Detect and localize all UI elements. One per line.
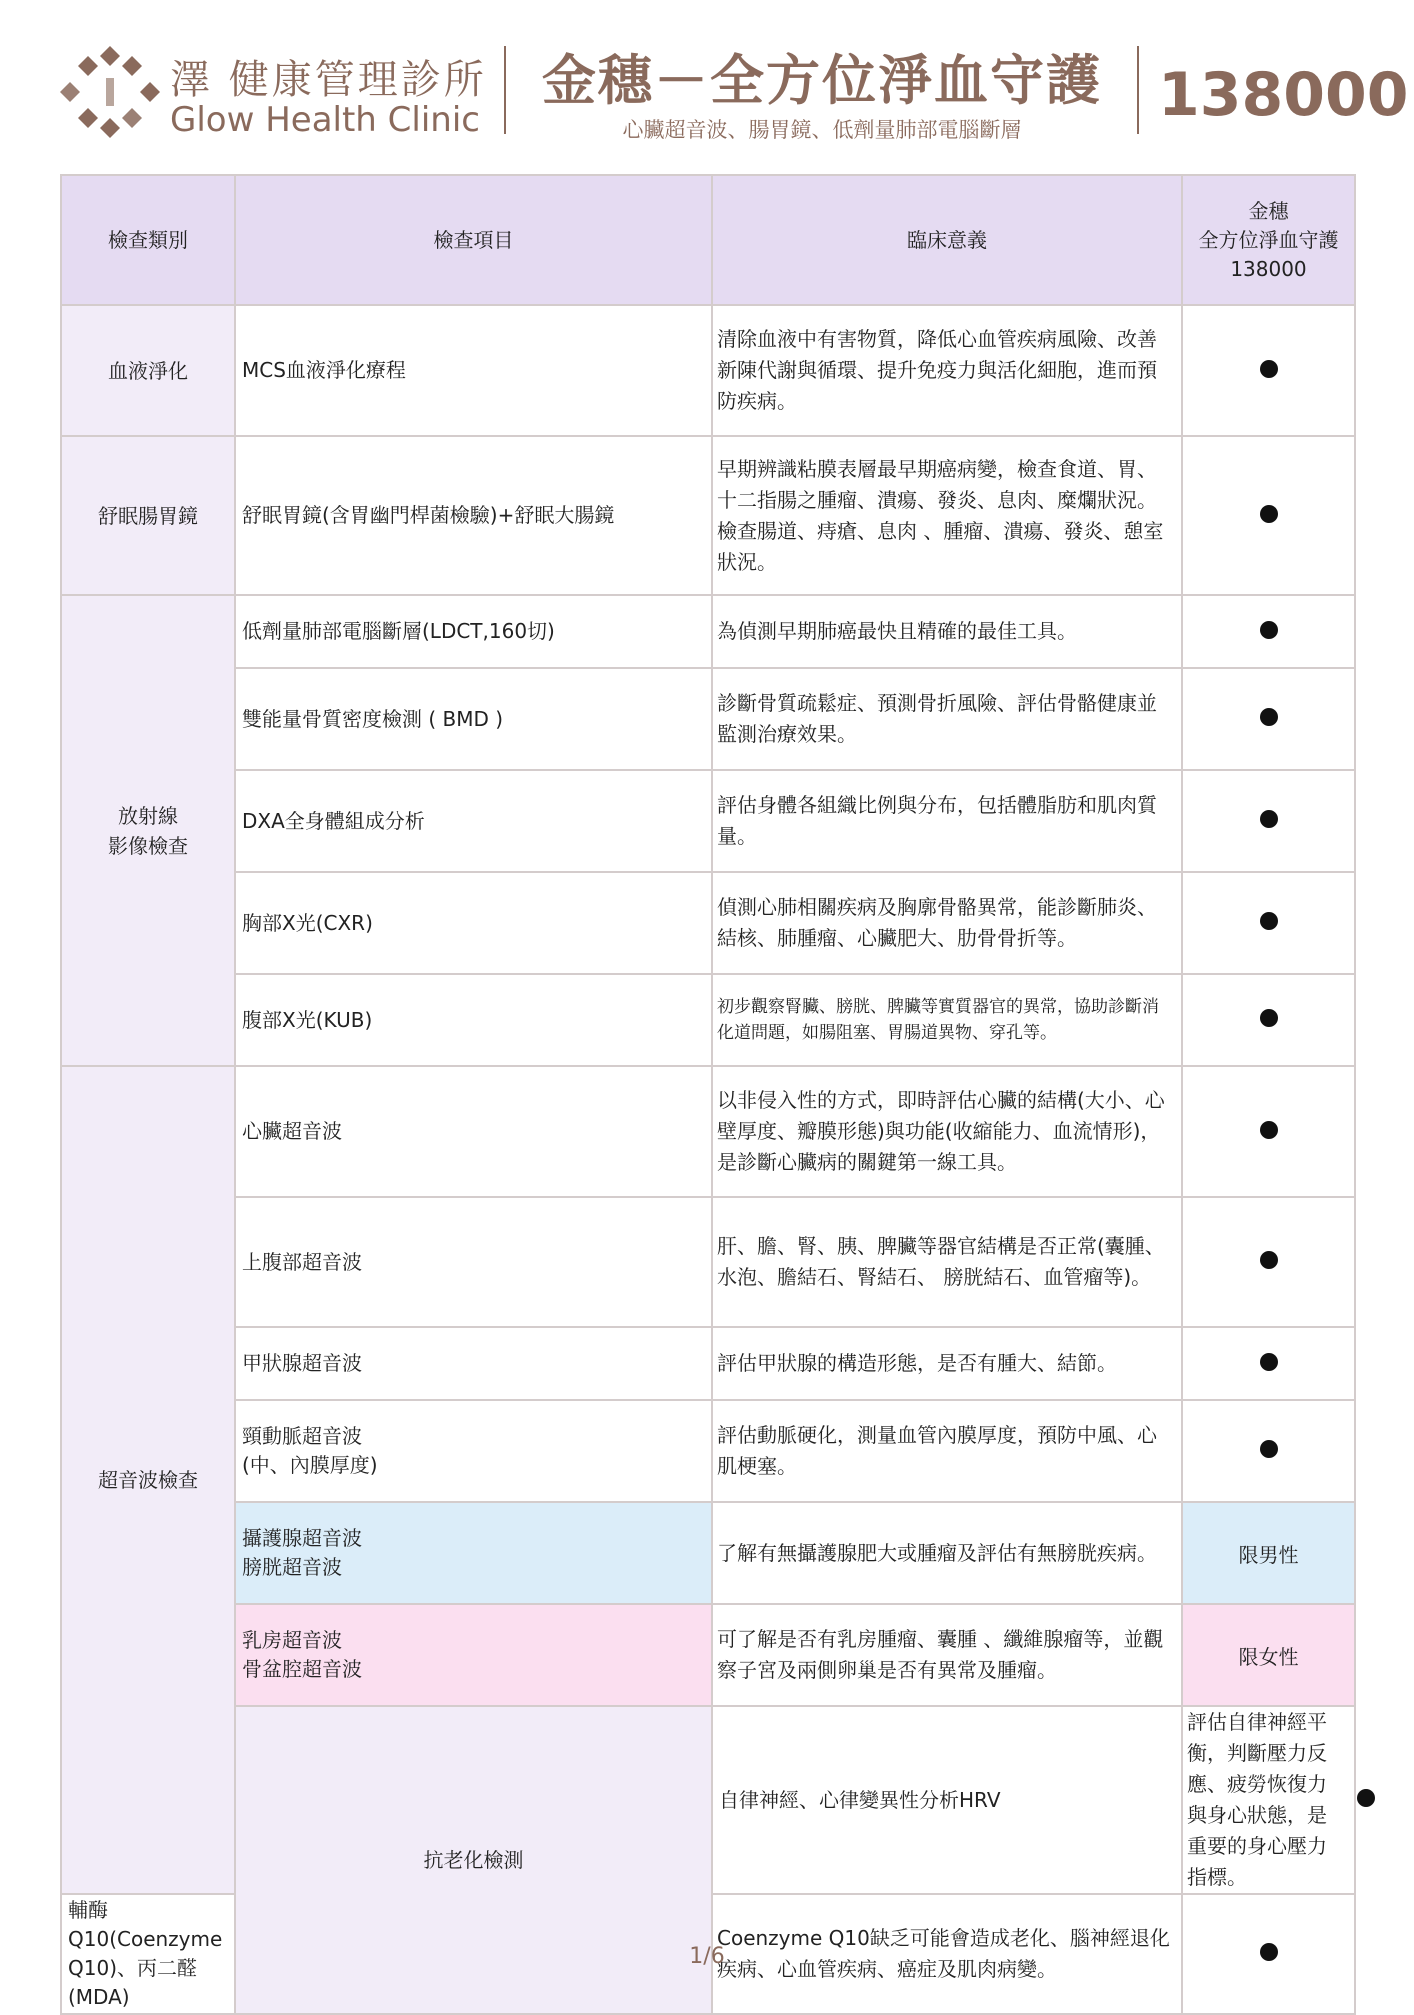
table-header-row — [61, 175, 1355, 305]
brand-name-zh: 澤 健康管理診所 — [170, 57, 487, 103]
included-mark — [1182, 872, 1355, 974]
table-row — [61, 1706, 1355, 1894]
brand-name-en: Glow Health Clinic — [170, 100, 480, 140]
included-dot-icon — [1260, 1121, 1278, 1139]
exam-meaning: 評估動脈硬化，測量血管內膜厚度，預防中風、心肌梗塞。 — [712, 1400, 1182, 1502]
exam-item: 上腹部超音波 — [235, 1197, 712, 1327]
exam-item: 攝護腺超音波 膀胱超音波 — [235, 1502, 712, 1604]
table-row — [61, 305, 1355, 436]
page-number: 1/6 — [689, 1944, 725, 1969]
exam-item: 甲狀腺超音波 — [235, 1327, 712, 1400]
exam-meaning: 了解有無攝護腺肥大或腫瘤及評估有無膀胱疾病。 — [712, 1502, 1182, 1604]
included-mark — [1182, 436, 1355, 595]
exam-meaning: 以非侵入性的方式，即時評估心臟的結構(大小、心壁厚度、瓣膜形態)與功能(收縮能力、血流情形)，是診斷心臟病的關鍵第一線工具。 — [712, 1066, 1182, 1197]
plan-title: 金穗－全方位淨血守護 — [542, 49, 1102, 112]
included-dot-icon — [1260, 912, 1278, 930]
included-dot-icon — [1260, 1440, 1278, 1458]
male-only-label: 限男性 — [1182, 1502, 1355, 1604]
included-mark — [1182, 1066, 1355, 1197]
included-mark — [1182, 668, 1355, 770]
included-mark — [1182, 595, 1355, 668]
exam-meaning: 偵測心肺相關疾病及胸廓骨骼異常，能診斷肺炎、結核、肺腫瘤、心臟肥大、肋骨骨折等。 — [712, 872, 1182, 974]
exam-meaning: 初步觀察腎臟、膀胱、脾臟等實質器官的異常，協助診斷消化道問題，如腸阻塞、胃腸道異物、穿孔等。 — [712, 974, 1182, 1066]
exam-item: 輔酶Q10(Coenzyme Q10)、丙二醛(MDA) — [61, 1894, 235, 2014]
exam-item: 腹部X光(KUB) — [235, 974, 712, 1066]
header-item: 檢查項目 — [235, 175, 712, 305]
included-dot-icon — [1260, 810, 1278, 828]
exam-meaning: 清除血液中有害物質，降低心血管疾病風險、改善新陳代謝與循環、提升免疫力與活化細胞，進而預防疾病。 — [712, 305, 1182, 436]
exam-item: 乳房超音波 骨盆腔超音波 — [235, 1604, 712, 1706]
included-mark — [1182, 1327, 1355, 1400]
table-row — [61, 1502, 1355, 1604]
exam-item: 心臟超音波 — [235, 1066, 712, 1197]
included-mark — [1182, 1197, 1355, 1327]
category-antiaging: 抗老化檢測 — [235, 1706, 712, 2014]
table-row — [61, 595, 1355, 668]
exam-item: 雙能量骨質密度檢測 ( BMD ) — [235, 668, 712, 770]
exam-meaning: Coenzyme Q10缺乏可能會造成老化、腦神經退化疾病、心血管疾病、癌症及肌肉病變。 — [712, 1894, 1182, 2014]
table-row — [61, 770, 1355, 872]
category-ultrasound: 超音波檢查 — [61, 1066, 235, 1894]
exam-item: 頸動脈超音波 (中、內膜厚度) — [235, 1400, 712, 1502]
included-mark — [1182, 770, 1355, 872]
included-dot-icon — [1260, 505, 1278, 523]
table-row — [61, 436, 1355, 595]
exam-item: MCS血液淨化療程 — [235, 305, 712, 436]
table-row — [61, 974, 1355, 1066]
included-dot-icon — [1260, 360, 1278, 378]
exam-meaning: 可了解是否有乳房腫瘤、囊腫 、纖維腺瘤等，並觀察子宮及兩側卵巢是否有異常及腫瘤。 — [712, 1604, 1182, 1706]
clinic-logo-icon — [60, 42, 160, 142]
exam-meaning: 評估身體各組織比例與分布，包括體脂肪和肌肉質量。 — [712, 770, 1182, 872]
exam-item: 胸部X光(CXR) — [235, 872, 712, 974]
header-divider — [504, 46, 506, 134]
table-row — [61, 668, 1355, 770]
table-row — [61, 1400, 1355, 1502]
exam-meaning: 早期辨識粘膜表層最早期癌病變，檢查食道、胃、十二指腸之腫瘤、潰瘍、發炎、息肉、糜爛狀況。檢查腸道、痔瘡、息肉 、腫瘤、潰瘍、發炎、憩室狀況。 — [712, 436, 1182, 595]
header-meaning: 臨床意義 — [712, 175, 1182, 305]
table-row — [61, 1197, 1355, 1327]
included-dot-icon — [1260, 708, 1278, 726]
table-row — [61, 1066, 1355, 1197]
exam-item: 低劑量肺部電腦斷層(LDCT,160切) — [235, 595, 712, 668]
category-gi: 舒眠腸胃鏡 — [61, 436, 235, 595]
included-dot-icon — [1260, 1353, 1278, 1371]
included-dot-icon — [1260, 1009, 1278, 1027]
table-row — [61, 1327, 1355, 1400]
plan-price: 138000 — [1158, 60, 1409, 130]
included-mark — [1182, 305, 1355, 436]
exam-item: DXA全身體組成分析 — [235, 770, 712, 872]
exam-item: 舒眠胃鏡(含胃幽門桿菌檢驗)+舒眠大腸鏡 — [235, 436, 712, 595]
header-plan: 金穗 全方位淨血守護 138000 — [1182, 175, 1355, 305]
page-header — [60, 38, 1409, 148]
category-radiology: 放射線 影像檢查 — [61, 595, 235, 1066]
exam-table — [60, 174, 1356, 2015]
included-dot-icon — [1260, 621, 1278, 639]
included-mark — [1182, 1400, 1355, 1502]
table-row — [61, 872, 1355, 974]
included-mark — [1182, 974, 1355, 1066]
header-category: 檢查類別 — [61, 175, 235, 305]
table-row — [61, 1604, 1355, 1706]
exam-meaning: 評估甲狀腺的構造形態，是否有腫大、結節。 — [712, 1327, 1182, 1400]
exam-meaning: 診斷骨質疏鬆症、預測骨折風險、評估骨骼健康並監測治療效果。 — [712, 668, 1182, 770]
exam-meaning: 肝、膽、腎、胰、脾臟等器官結構是否正常(囊腫、水泡、膽結石、腎結石、 膀胱結石、血管瘤等)。 — [712, 1197, 1182, 1327]
plan-subtitle: 心臟超音波、腸胃鏡、低劑量肺部電腦斷層 — [622, 118, 1022, 142]
header-divider — [1137, 46, 1139, 134]
included-dot-icon — [1357, 1789, 1375, 1807]
exam-item: 自律神經、心律變異性分析HRV — [712, 1706, 1182, 1894]
exam-meaning: 為偵測早期肺癌最快且精確的最佳工具。 — [712, 595, 1182, 668]
included-dot-icon — [1260, 1251, 1278, 1269]
female-only-label: 限女性 — [1182, 1604, 1355, 1706]
category-blood: 血液淨化 — [61, 305, 235, 436]
exam-meaning: 評估自律神經平衡，判斷壓力反應、疲勞恢復力與身心狀態，是重要的身心壓力指標。 — [1182, 1706, 1355, 1894]
